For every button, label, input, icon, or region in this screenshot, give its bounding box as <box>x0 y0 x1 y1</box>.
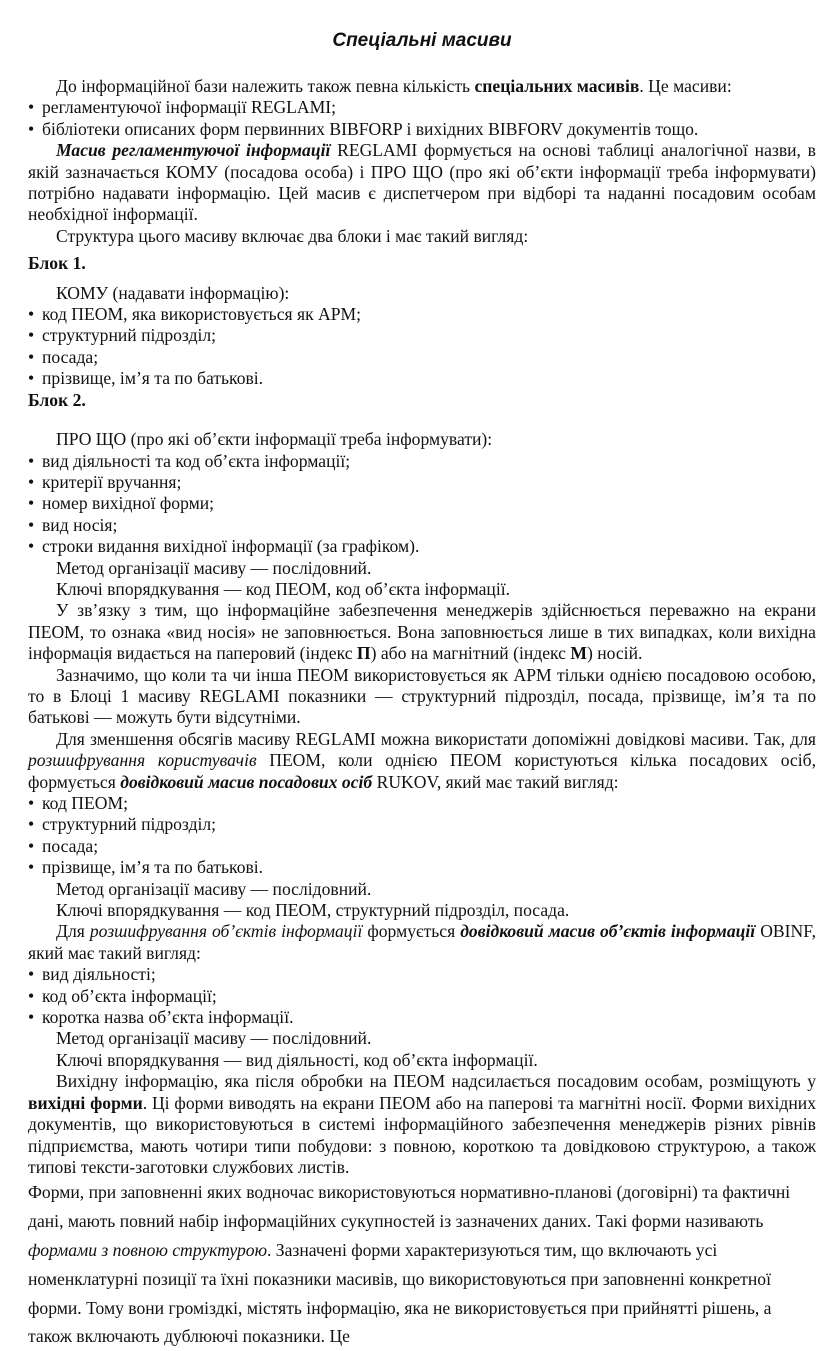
keys-line: Ключі впорядкування — код ПЕОМ, код об’єкта інформації. <box>56 578 510 599</box>
output-paragraph <box>28 1071 816 1178</box>
magnetic-index: М <box>570 643 587 664</box>
list-item: • коротка назва об’єкта інформації. <box>28 1007 816 1028</box>
keys-line: Ключі впорядкування — вид діяльності, код об’єкта інформації. <box>56 1049 538 1070</box>
intro-text: До інформаційної бази належить також певна кількість <box>56 76 475 96</box>
reglami-paragraph <box>28 140 816 226</box>
list-item: • строки видання вихідної інформації (за графіком). <box>28 536 816 557</box>
media-text: ) або на магнітний (індекс <box>370 643 571 664</box>
block1-heading: Блок 1. <box>28 253 86 274</box>
obinf-text-end: OBINF, який має такий вигляд: <box>28 921 816 963</box>
obinf-paragraph <box>28 921 816 964</box>
list-item: • вид діяльності; <box>28 964 816 985</box>
media-text: У зв’язку з тим, що інформаційне забезпечення менеджерів здійснюється переважно на екрани ПЕОМ, то ознака «вид носія» не заповнюється. Вона заповнюється лише в тих випадках, коли вихідна інформація видається на паперовий (індекс <box>28 600 816 664</box>
rukov-text: ПЕОМ, коли однією ПЕОМ користуються кілька посадових осіб, формується <box>28 750 816 792</box>
list-item: • вид діяльності та код об’єкта інформації; <box>28 451 816 472</box>
obinf-text: формується <box>362 921 461 942</box>
list-item: • бібліотеки описаних форм первинних BIBFORP і вихідних BIBFORV документів тощо. <box>28 119 816 140</box>
document-title: Спеціальні масиви <box>332 30 512 51</box>
obinf-bold-term: довідковий масив об’єктів інформації <box>460 921 756 942</box>
list-item: • структурний підрозділ; <box>28 814 816 835</box>
media-text-end: ) носій. <box>586 643 643 664</box>
arm-paragraph: Зазначимо, що коли та чи інша ПЕОМ використовується як АРМ тільки однією посадовою особою, то в Блоці 1 масиву REGLAMI показники — структурний підрозділ, посада, прізвище, ім’я та по батькові — можуть бути відсутніми. <box>28 664 816 728</box>
rukov-text-end: RUKOV, який має такий вигляд: <box>372 771 619 792</box>
list-item: • код ПЕОМ; <box>28 793 816 814</box>
list-item: • посада; <box>28 836 816 857</box>
list-item: • критерії вручання; <box>28 472 816 493</box>
reglami-text: REGLAMI формується на основі таблиці аналогічної назви, в якій зазначається КОМУ (посадова особа) і ПРО ЩО (про які об’єкти інформації треба інформувати) потрібно надавати інформацію. Цей масив є диспетчером при відборі та наданні посадовим особам необхідної інформації. <box>28 140 816 225</box>
rukov-text: Для зменшення обсягів масиву REGLAMI можна використати допоміжні довідкові масиви. Так, для <box>56 728 816 749</box>
list-item: • прізвище, ім’я та по батькові. <box>28 857 816 878</box>
keys-line: Ключі впорядкування — код ПЕОМ, структурний підрозділ, посада. <box>56 900 570 921</box>
full-text-end: . Зазначені форми характеризуються тим, що включають усі номенклатурні позиції та їхні показники масивів, що використовуються при заповненні конкретної форми. Тому вони громіздкі, містять інформацію, яка не використовується при прийнятті рішень, а також включають дублюючі показники. Це <box>28 1239 772 1347</box>
intro-paragraph <box>28 76 816 97</box>
output-text: Вихідну інформацію, яка після обробки на ПЕОМ надсилається посадовим особам, розміщують у <box>56 1071 816 1092</box>
method-line: Метод організації масиву — послідовний. <box>56 1028 372 1049</box>
intro-text-end: . Це масиви: <box>639 76 732 96</box>
obinf-text: Для <box>56 921 90 942</box>
list-item: • вид носія; <box>28 515 816 536</box>
list-item: • посада; <box>28 347 816 368</box>
full-structure-paragraph <box>28 1178 816 1351</box>
block1-lead: КОМУ (надавати інформацію): <box>56 282 290 303</box>
list-item: • регламентуючої інформації REGLAMI; <box>28 97 816 118</box>
list-item: • прізвище, ім’я та по батькові. <box>28 368 816 389</box>
block2-heading: Блок 2. <box>28 389 86 410</box>
list-item: • структурний підрозділ; <box>28 325 816 346</box>
document-page <box>28 30 816 1351</box>
media-paragraph <box>28 600 816 664</box>
full-text: Форми, при заповненні яких водночас використовуються нормативно-планові (договірні) та фактичні дані, мають повний набір інформаційних сукупностей із зазначених даних. Такі форми називають <box>28 1182 791 1232</box>
output-text-end: . Ці форми виводять на екрани ПЕОМ або на паперові та магнітні носії. Форми вихідних документів, що використовуються в системі інформаційного забезпечення менеджерів різних рівнів підприємства, мають чотири типи побудови: з повною, короткою та довідковою структурою, а також типові тексти-заготовки службових листів. <box>28 1092 816 1177</box>
rukov-paragraph <box>28 729 816 793</box>
list-item: • номер вихідної форми; <box>28 493 816 514</box>
intro-bold-term: спеціальних масивів <box>474 76 640 96</box>
structure-intro: Структура цього масиву включає два блоки і має такий вигляд: <box>56 225 529 246</box>
list-item: • код об’єкта інформації; <box>28 986 816 1007</box>
full-italic-term: формами з повною структурою <box>28 1239 267 1260</box>
rukov-bold-term: довідковий масив посадових осіб <box>120 771 373 792</box>
output-bold-term: вихідні форми <box>28 1092 143 1113</box>
method-line: Метод організації масиву — послідовний. <box>56 878 372 899</box>
obinf-italic-term: розшифрування об’єктів інформації <box>89 921 363 942</box>
paper-index: П <box>356 643 371 664</box>
reglami-term: Масив регламентуючої інформації <box>56 140 331 161</box>
list-item: • код ПЕОМ, яка використовується як АРМ; <box>28 304 816 325</box>
method-line: Метод організації масиву — послідовний. <box>56 557 372 578</box>
rukov-italic-term: розшифрування користувачів <box>28 750 257 771</box>
block2-lead: ПРО ЩО (про які об’єкти інформації треба інформувати): <box>56 429 493 450</box>
